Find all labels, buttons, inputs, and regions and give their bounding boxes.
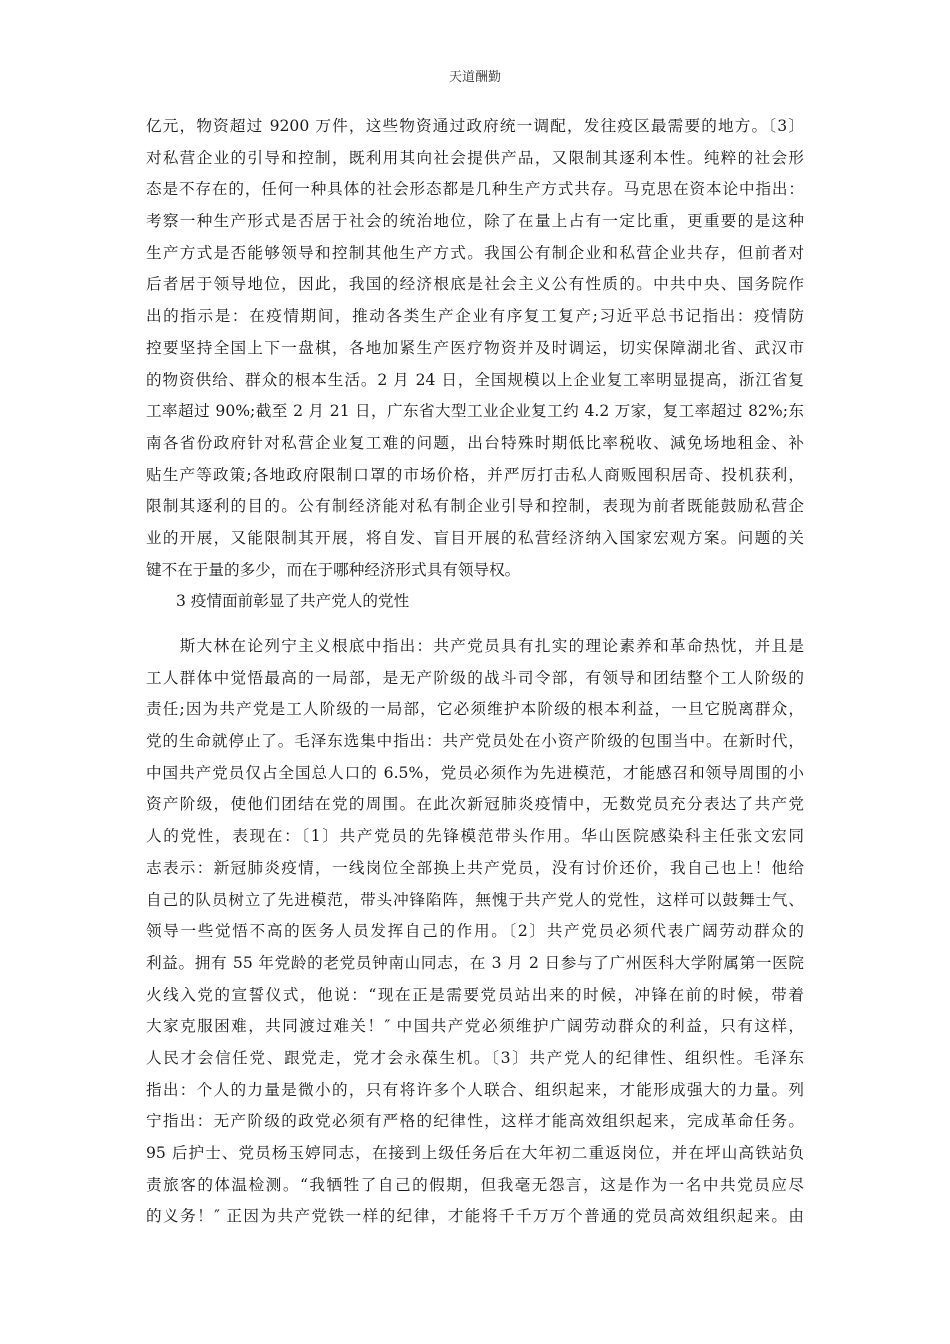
text-line: 键不在于量的多少，而在于哪种经济形式具有领导权。 (146, 560, 521, 579)
paragraph-2 (146, 631, 804, 1233)
text-line: 限制其逐利的目的。公有制经济能对私有制企业引导和控制，表现为前者既能鼓励私营企 (146, 497, 804, 516)
text-line: 宁指出：无产阶级的政党必须有严格的纪律性，这样才能高效组织起来，完成革命任务。 (146, 1112, 804, 1131)
text-line: 党的生命就停止了。毛泽东选集中指出：共产党员处在小资产阶级的包围当中。在新时代， (146, 732, 804, 751)
text-line: 亿元，物资超过 9200 万件，这些物资通过政府统一调配，发往疫区最需要的地方。〔3〕 (146, 117, 804, 135)
section-heading: 3 疫情面前彰显了共产党人的党性 (176, 592, 410, 610)
text-line: 资产阶级，使他们团结在党的周围。在此次新冠肺炎疫情中，无数党员充分表达了共产党 (146, 795, 804, 814)
text-line: 中国共产党员仅占全国总人口的 6.5%，党员必须作为先进模范，才能感召和领导周围的小 (146, 763, 804, 782)
text-line: 工人群体中觉悟最高的一局部，是无产阶级的战斗司令部，有领导和团结整个工人阶级的 (146, 668, 804, 687)
text-line: 控要坚持全国上下一盘棋，各地加紧生产医疗物资并及时调运，切实保障湖北省、武汉市 (146, 338, 804, 357)
paragraph-1 (146, 111, 804, 586)
text-line: 95 后护士、党员杨玉婷同志，在接到上级任务后在大年初二重返岗位，并在坪山高铁站负 (146, 1144, 804, 1162)
text-line: 利益。拥有 55 年党龄的老党员钟南山同志，在 3 月 2 日参与了广州医科大学附属第一医院 (146, 953, 804, 972)
text-line: 的物资供给、群众的根本生活。2 月 24 日，全国规模以上企业复工率明显提高，浙江省复 (146, 370, 804, 389)
text-line: 人的党性，表现在：〔1〕共产党员的先锋模范带头作用。华山医院感染科主任张文宏同 (146, 827, 804, 846)
text-line: 后者居于领导地位，因此，我国的经济根底是社会主义公有性质的。中共中央、国务院作 (146, 275, 804, 294)
text-line: 指出：个人的力量是微小的，只有将许多个人联合、组织起来，才能形成强大的力量。列 (146, 1080, 804, 1099)
text-line: 考察一种生产形式是否居于社会的统治地位，除了在量上占有一定比重，更重要的是这种 (146, 212, 804, 231)
text-line: 大家克服困难，共同渡过难关！″ 中国共产党必须维护广阔劳动群众的利益，只有这样， (146, 1017, 804, 1036)
text-line: 领导一些觉悟不高的医务人员发挥自己的作用。〔2〕共产党员必须代表广阔劳动群众的 (146, 922, 804, 941)
page-header: 天道酬勤 (448, 70, 501, 85)
text-line: 态是不存在的，任何一种具体的社会形态都是几种生产方式共存。马克思在资本论中指出： (146, 180, 804, 199)
text-line: 出的指示是：在疫情期间，推动各类生产企业有序复工复产;习近平总书记指出：疫情防 (146, 307, 804, 326)
text-line: 志表示：新冠肺炎疫情，一线岗位全部换上共产党员，没有讨价还价，我自己也上！他给 (146, 858, 804, 877)
text-line: 南各省份政府针对私营企业复工难的问题，出台特殊时期低比率税收、減免场地租金、补 (146, 433, 804, 452)
text-line: 对私营企业的引导和控制，既利用其向社会提供产品，又限制其逐利本性。纯粹的社会形 (146, 148, 804, 167)
text-line: 斯大林在论列宁主义根底中指出：共产党员具有扎实的理论素养和革命热忱，并且是 (146, 637, 804, 655)
text-line: 贴生产等政策;各地政府限制口罩的市场价格，并严厉打击私人商贩囤积居奇、投机获利， (146, 465, 804, 484)
text-line: 自己的队员树立了先进模范，带头冲锋陷阵，無愧于共产党人的党性，这样可以鼓舞士气、 (146, 890, 804, 909)
text-line: 人民才会信任党、跟党走，党才会永葆生机。〔3〕共产党人的纪律性、组织性。毛泽东 (146, 1048, 804, 1067)
text-line: 工率超过 90%;截至 2 月 21 日，广东省大型工业企业复工约 4.2 万家，复工率超过 82%;东 (146, 402, 804, 421)
text-line: 责旅客的体温检测。“我牺牲了自己的假期，但我毫无怨言，这是作为一名中共党员应尽 (146, 1175, 804, 1194)
text-line: 火线入党的宣誓仪式，他说：“现在正是需要党员站出来的时候，冲锋在前的时候，带着 (146, 985, 804, 1004)
text-line: 业的开展，又能限制其开展，将自发、盲目开展的私营经济纳入国家宏观方案。问题的关 (146, 528, 804, 547)
text-line: 责任;因为共产党是工人阶级的一局部，它必须维护本阶级的根本利益，一旦它脱离群众， (146, 700, 804, 719)
text-line: 生产方式是否能够领导和控制其他生产方式。我国公有制企业和私营企业共存，但前者对 (146, 243, 804, 262)
text-line: 的义务！″ 正因为共产党铁一样的纪律，才能将千千万万个普通的党员高效组织起来。由 (146, 1207, 804, 1226)
